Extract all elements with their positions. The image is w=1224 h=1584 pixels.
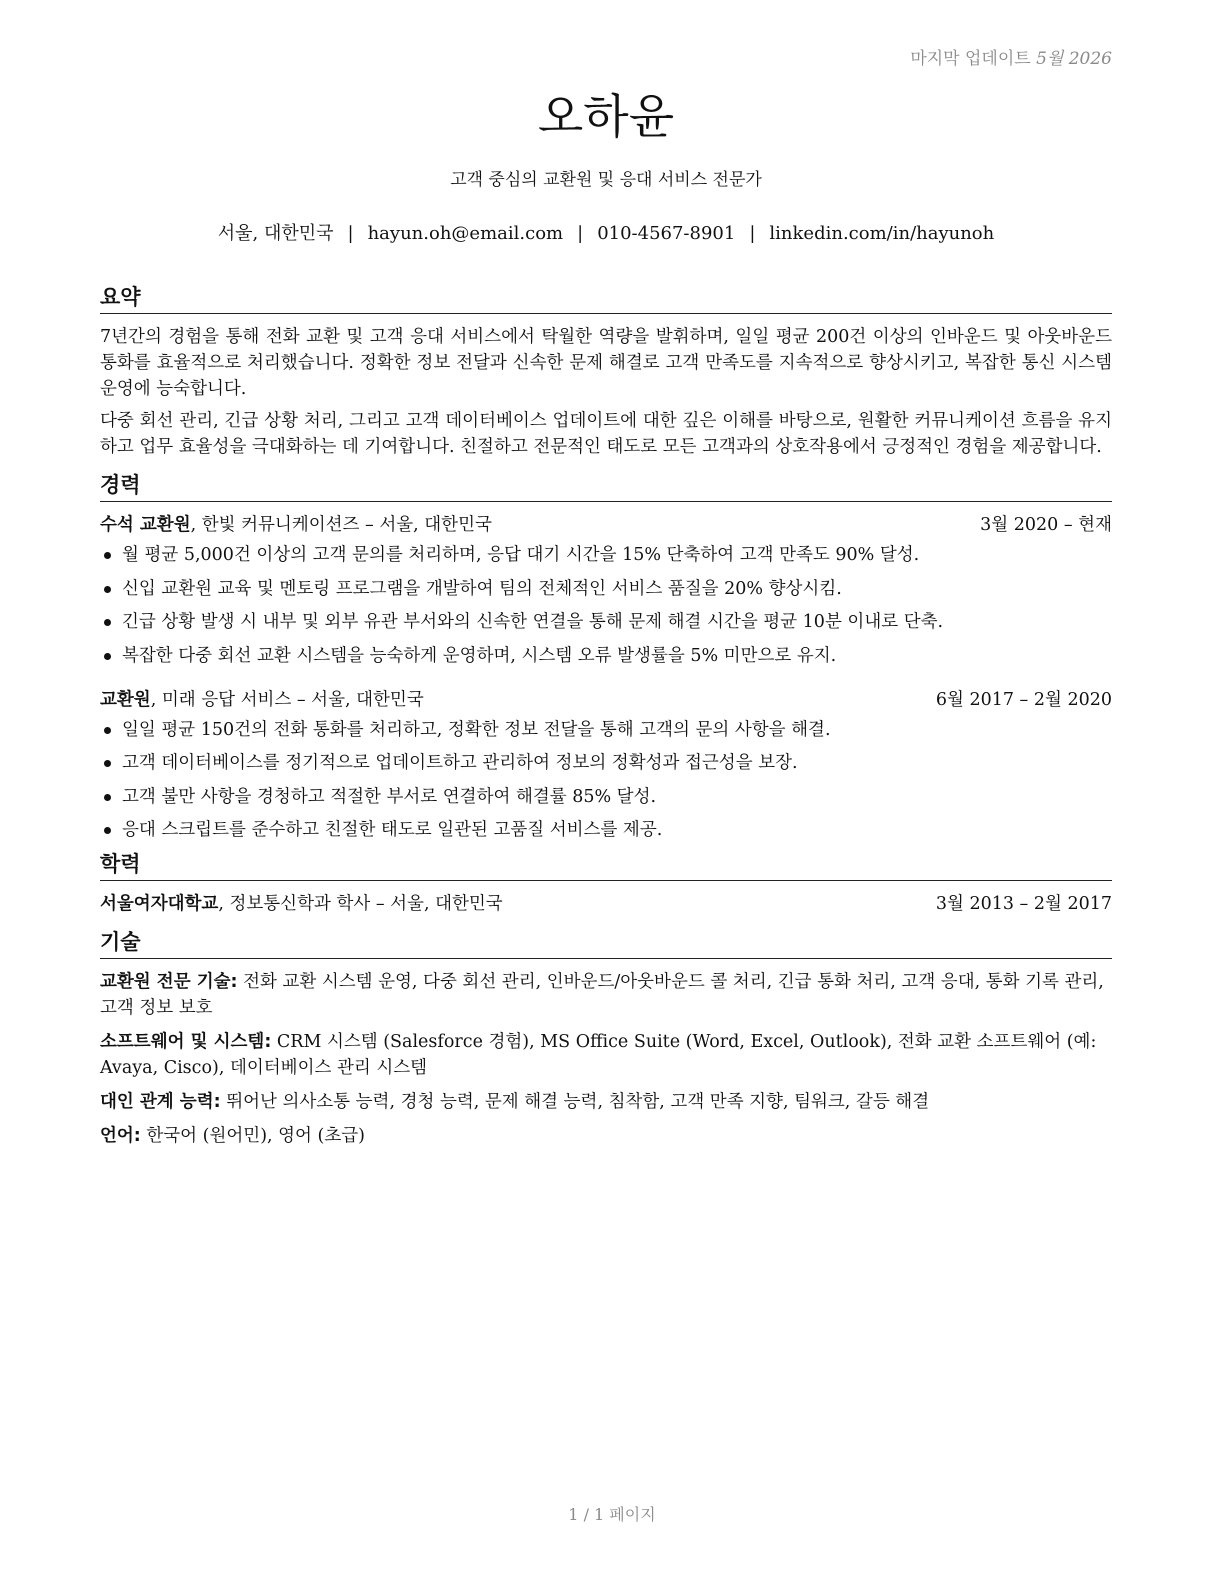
skill-row — [100, 1123, 1112, 1149]
skill-label: 언어: — [100, 1126, 141, 1146]
contact-separator: | — [347, 223, 354, 244]
candidate-name: 오하윤 — [537, 90, 675, 145]
job-title-line — [100, 687, 424, 713]
job-role: 수석 교환원 — [100, 515, 191, 535]
skill-label: 소프트웨어 및 시스템: — [100, 1032, 272, 1052]
job-bullet: 복잡한 다중 회선 교환 시스템을 능숙하게 운영하며, 시스템 오류 발생률을 5% 미만으로 유지. — [100, 643, 1112, 669]
skill-row — [100, 969, 1112, 1021]
contact-separator: | — [577, 223, 584, 244]
candidate-headline: 고객 중심의 교환원 및 응대 서비스 전문가 — [450, 170, 762, 190]
contact-linkedin[interactable]: linkedin.com/in/hayunoh — [769, 223, 995, 244]
contact-location: 서울, 대한민국 — [217, 223, 334, 244]
job-org: , 한빛 커뮤니케이션즈 – 서울, 대한민국 — [190, 515, 492, 535]
job-bullet: 일일 평균 150건의 전화 통화를 처리하고, 정확한 정보 전달을 통해 고객의 문의 사항을 해결. — [100, 717, 1112, 743]
job-org: , 미래 응답 서비스 – 서울, 대한민국 — [150, 689, 424, 710]
contact-email[interactable]: hayun.oh@email.com — [367, 223, 564, 244]
job-entry — [100, 512, 1112, 669]
job-bullets — [100, 542, 1112, 669]
job-bullet: 고객 불만 사항을 경청하고 적절한 부서로 연결하여 해결률 85% 달성. — [100, 784, 1112, 810]
job-bullet: 응대 스크립트를 준수하고 친절한 태도로 일관된 고품질 서비스를 제공. — [100, 817, 1112, 843]
education-heading: 학력 — [100, 851, 1112, 881]
education-school: 서울여자대학교 — [100, 894, 219, 914]
last-updated-label: 마지막 업데이트 — [910, 49, 1031, 69]
education-detail: , 정보통신학과 학사 – 서울, 대한민국 — [218, 894, 503, 914]
skill-text: 전화 교환 시스템 운영, 다중 회선 관리, 인바운드/아웃바운드 콜 처리, 긴급 통화 처리, 고객 응대, 통화 기록 관리, 고객 정보 보호 — [100, 972, 1104, 1018]
job-role: 교환원 — [100, 689, 151, 710]
job-bullet: 신입 교환원 교육 및 멘토링 프로그램을 개발하여 팀의 전체적인 서비스 품질을 20% 향상시킴. — [100, 576, 1112, 602]
skill-text: 한국어 (원어민), 영어 (초급) — [140, 1126, 365, 1146]
skill-text: 뛰어난 의사소통 능력, 경청 능력, 문제 해결 능력, 침착함, 고객 만족 지향, 팀워크, 갈등 해결 — [220, 1092, 930, 1112]
last-updated-date: 5월 2026 — [1036, 49, 1112, 69]
job-header — [100, 512, 1112, 538]
job-dates: 3월 2020 – 현재 — [980, 515, 1112, 535]
education-dates: 3월 2013 – 2월 2017 — [935, 894, 1112, 914]
last-updated — [910, 44, 1112, 69]
job-entry — [100, 687, 1112, 844]
skills-heading: 기술 — [100, 929, 1112, 959]
education-title-line — [100, 891, 503, 917]
page-number: 1 / 1 페이지 — [568, 1505, 656, 1524]
job-dates: 6월 2017 – 2월 2020 — [935, 689, 1112, 710]
summary-paragraph: 7년간의 경험을 통해 전화 교환 및 고객 응대 서비스에서 탁월한 역량을 발휘하며, 일일 평균 200건 이상의 인바운드 및 아웃바운드 통화를 효율적으로 처리했습니다. 정확한 정보 전달과 신속한 문제 해결로 고객 만족도를 지속적으로 향상시키고, 복잡한 통신 시스템 운영에 능숙합니다. — [100, 327, 1112, 399]
job-bullet: 고객 데이터베이스를 정기적으로 업데이트하고 관리하여 정보의 정확성과 접근성을 보장. — [100, 750, 1112, 776]
summary-paragraph: 다중 회선 관리, 긴급 상황 처리, 그리고 고객 데이터베이스 업데이트에 대한 깊은 이해를 바탕으로, 원활한 커뮤니케이션 흐름을 유지하고 업무 효율성을 극대화하는 데 기여합니다. 친절하고 전문적인 태도로 모든 고객과의 상호작용에서 긍정적인 경험을 제공합니다. — [100, 411, 1112, 457]
skills-section — [100, 929, 1112, 1149]
skill-row — [100, 1029, 1112, 1081]
contact-phone[interactable]: 010-4567-8901 — [597, 223, 736, 244]
skill-row — [100, 1089, 1112, 1115]
job-bullet: 월 평균 5,000건 이상의 고객 문의를 처리하며, 응답 대기 시간을 15% 단축하여 고객 만족도 90% 달성. — [100, 542, 1112, 568]
job-bullets — [100, 717, 1112, 844]
skill-label: 대인 관계 능력: — [100, 1092, 221, 1112]
skill-label: 교환원 전문 기술: — [100, 972, 238, 992]
job-header — [100, 687, 1112, 713]
education-section — [100, 851, 1112, 917]
contact-separator: | — [749, 223, 756, 244]
summary-section — [100, 284, 1112, 460]
job-title-line — [100, 512, 492, 538]
education-entry — [100, 891, 1112, 917]
contact-line — [100, 222, 1112, 246]
experience-section — [100, 472, 1112, 843]
skill-text: CRM 시스템 (Salesforce 경험), MS Office Suite (Word, Excel, Outlook), 전화 교환 소프트웨어 (예: Avaya, Cisco), 데이터베이스 관리 시스템 — [100, 1032, 1097, 1078]
experience-heading: 경력 — [100, 472, 1112, 502]
summary-heading: 요약 — [100, 284, 1112, 314]
job-bullet: 긴급 상황 발생 시 내부 및 외부 유관 부서와의 신속한 연결을 통해 문제 해결 시간을 평균 10분 이내로 단축. — [100, 609, 1112, 635]
